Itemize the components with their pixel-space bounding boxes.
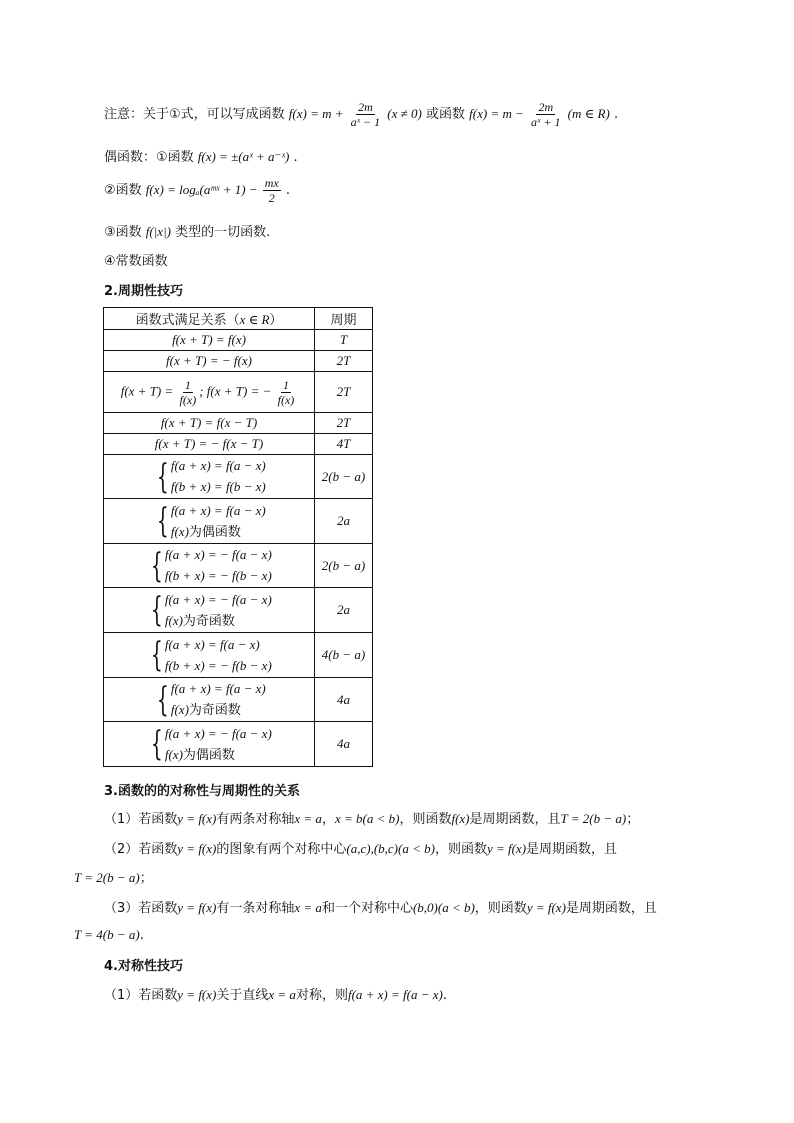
even-3-prefix: ③函数 — [104, 225, 142, 240]
s4p1-formula-1: y = f(x) — [177, 987, 217, 1002]
equation-system — [146, 589, 272, 632]
equation-system — [152, 500, 266, 543]
even-line-2 — [104, 176, 290, 205]
note-mid: 或函数 — [426, 107, 466, 122]
s4p1-formula-3: f(a + x) = f(a − x) — [347, 987, 443, 1002]
note-end: . — [613, 107, 619, 122]
row-condition: f(x + T) = f(x − T) — [104, 413, 315, 434]
s3p1-formula-5: T = 2(b − a) — [560, 811, 627, 826]
even-3-formula: f(|x|) — [145, 224, 171, 239]
s4p1-text-c: 对称，则 — [295, 988, 348, 1003]
s4p1-formula-2: x = a — [268, 987, 296, 1002]
equation-system — [146, 723, 272, 766]
system-line-2-note: 为奇函数 — [182, 613, 235, 629]
table-row — [104, 372, 373, 413]
system-line-2: f(b + x) = f(b − x) — [170, 479, 266, 494]
left-brace: { — [157, 501, 169, 541]
frac-row-part-a: f(x + T) = — [120, 382, 174, 398]
even-1-prefix: 偶函数：①函数 — [104, 150, 194, 165]
s3p3-text-d: ，则函数 — [474, 901, 527, 916]
even-4-text: ④常数函数 — [104, 254, 168, 269]
s3p3-text-c: 和一个对称中心 — [321, 901, 413, 916]
table-row — [104, 544, 373, 588]
system-line-1: f(a + x) = f(a − x) — [164, 636, 260, 652]
table-row — [104, 633, 373, 678]
left-brace: { — [151, 724, 163, 764]
system-line-2-note: 为偶函数 — [182, 747, 235, 763]
row-condition — [104, 633, 315, 678]
table-row — [104, 413, 373, 434]
s3p2-formula-1: y = f(x) — [177, 841, 217, 856]
even-line-4 — [104, 250, 168, 269]
formula-f1-condition: (x ≠ 0) — [387, 106, 422, 121]
row-condition — [104, 588, 315, 633]
system-line-2-note: 为奇函数 — [188, 703, 241, 718]
left-brace: { — [151, 635, 163, 675]
periodicity-table — [103, 307, 373, 767]
row-period: 4(b − a) — [315, 633, 373, 678]
even-2-formula: f(x) = logₐ(aᵐˣ + 1) − — [145, 182, 258, 197]
row-condition — [104, 678, 315, 722]
row-period: T — [315, 330, 373, 351]
s4p1-text-b: 关于直线 — [216, 988, 269, 1003]
note-line — [104, 100, 618, 129]
fraction-1-over-fx — [276, 378, 297, 407]
system-line-1: f(a + x) = f(a − x) — [170, 502, 266, 518]
system-line-1: f(a + x) = f(a − x) — [170, 681, 266, 696]
s3-paragraph-1 — [104, 808, 639, 827]
s3p1-text-c: ， — [321, 812, 335, 827]
fraction-denominator: f(x) — [277, 392, 295, 407]
table-row — [104, 588, 373, 633]
table-row — [104, 351, 373, 372]
section-4-title: 4.对称性技巧 — [104, 959, 183, 974]
fraction-numerator: 2m — [358, 100, 373, 114]
table-header-row — [104, 308, 373, 330]
fraction-denominator: aˣ + 1 — [531, 115, 561, 129]
header-condition-math: x ∈ R — [239, 312, 270, 327]
table-row — [104, 722, 373, 767]
table-header-period — [315, 308, 373, 330]
row-condition: f(x + T) = f(x) — [104, 330, 315, 351]
s3p1-end: ； — [626, 812, 640, 827]
header-condition-end: ） — [269, 313, 283, 328]
s3p1-formula-1: y = f(x) — [177, 811, 217, 826]
equation-system — [152, 455, 266, 498]
system-line-1: f(a + x) = f(a − x) — [170, 458, 266, 473]
s3p3-formula-5: T = 4(b − a) — [74, 927, 140, 942]
s3p2-formula-4: T = 2(b − a) — [74, 870, 140, 885]
s3p3-formula-3: (b,0)(a < b) — [412, 900, 475, 915]
table-row — [104, 678, 373, 722]
formula-f2-condition: (m ∈ R) — [567, 106, 610, 121]
left-brace: { — [157, 679, 169, 720]
s3p1-text-d: ，则函数 — [399, 812, 452, 827]
fraction-f2 — [529, 100, 562, 129]
left-brace: { — [151, 590, 163, 630]
s3p2-text-c: ，则函数 — [434, 842, 487, 857]
system-line-1: f(a + x) = − f(a − x) — [164, 725, 272, 741]
s3-paragraph-3-line-1 — [104, 897, 657, 916]
equation-system — [152, 678, 266, 721]
note-prefix: 注意：关于①式，可以写成函数 — [104, 107, 285, 122]
s3p3-text-e: 是周期函数，且 — [565, 901, 657, 916]
s3-paragraph-2-line-2 — [74, 867, 153, 886]
s3p3-formula-1: y = f(x) — [177, 900, 217, 915]
even-2-end: . — [285, 183, 290, 198]
row-condition — [104, 499, 315, 544]
s3p1-text-e: 是周期函数，且 — [469, 812, 561, 827]
row-period: 2a — [315, 499, 373, 544]
system-line-2: f(x) — [164, 612, 183, 628]
s3p3-text-b: 有一条对称轴 — [216, 901, 295, 916]
table-row — [104, 455, 373, 499]
header-period-label: 周期 — [330, 313, 357, 328]
row-condition — [104, 372, 315, 413]
row-condition — [104, 544, 315, 588]
s3-paragraph-3-line-2 — [74, 927, 144, 943]
fraction-denominator: 2 — [268, 191, 275, 205]
fraction-numerator: mx — [264, 176, 279, 190]
row-condition: f(x + T) = − f(x) — [104, 351, 315, 372]
left-brace: { — [151, 545, 163, 586]
s3p1-formula-3: x = b(a < b) — [334, 811, 400, 826]
section-2-title: 2.周期性技巧 — [104, 284, 183, 299]
equation-system — [146, 634, 272, 677]
fraction-denominator: f(x) — [179, 392, 197, 407]
table-row — [104, 499, 373, 544]
system-line-2-note: 为偶函数 — [188, 524, 241, 540]
left-brace: { — [157, 456, 169, 497]
s4p1-end: . — [442, 988, 447, 1003]
header-condition-label: 函数式满足关系（ — [135, 313, 240, 328]
fraction-1-over-fx — [178, 378, 199, 407]
s3p2-formula-2: (a,c),(b,c)(a < b) — [346, 841, 435, 856]
s3-paragraph-2-line-1 — [104, 838, 617, 857]
formula-f1-left: f(x) = m + — [288, 106, 344, 121]
row-condition — [104, 722, 315, 767]
fraction-numerator: 1 — [282, 377, 289, 392]
frac-row-part-b: ; f(x + T) = − — [199, 382, 272, 398]
formula-f2-left: f(x) = m − — [469, 106, 524, 121]
s4-paragraph-1 — [104, 984, 447, 1003]
row-period: 4a — [315, 722, 373, 767]
row-period: 2T — [315, 372, 373, 413]
table-row — [104, 330, 373, 351]
s3p2-text-a: （2）若函数 — [104, 842, 178, 857]
even-2-prefix: ②函数 — [104, 183, 142, 198]
fraction-numerator: 1 — [184, 377, 191, 392]
s3p1-formula-4: f(x) — [451, 811, 470, 826]
even-line-3 — [104, 221, 270, 240]
row-period: 2T — [315, 413, 373, 434]
even-3-suffix: 类型的一切函数. — [175, 225, 271, 240]
system-line-1: f(a + x) = − f(a − x) — [164, 591, 272, 607]
s3p3-end: . — [139, 928, 144, 943]
even-1-end: . — [293, 150, 298, 165]
row-period: 4a — [315, 678, 373, 722]
s3p3-formula-4: y = f(x) — [526, 900, 566, 915]
table-header-condition — [104, 308, 315, 330]
s3p3-formula-2: x = a — [294, 900, 322, 915]
system-line-1: f(a + x) = − f(a − x) — [164, 547, 272, 562]
row-period: 2T — [315, 351, 373, 372]
table-row — [104, 434, 373, 455]
s3p1-text-b: 有两条对称轴 — [216, 812, 295, 827]
row-period: 2(b − a) — [315, 455, 373, 499]
even-line-1 — [104, 146, 298, 165]
row-period: 2(b − a) — [315, 544, 373, 588]
fraction-mx-2 — [263, 176, 281, 205]
fraction-f1 — [349, 100, 382, 129]
system-line-2: f(x) — [164, 746, 183, 762]
fraction-denominator: aˣ − 1 — [350, 115, 381, 129]
row-period: 4T — [315, 434, 373, 455]
s3p1-formula-2: x = a — [294, 811, 322, 826]
system-line-2: f(x) — [170, 702, 189, 717]
s3p1-text-a: （1）若函数 — [104, 812, 178, 827]
s3p2-end: ； — [139, 871, 153, 886]
system-line-2: f(b + x) = − f(b − x) — [164, 568, 272, 583]
section-3-title: 3.函数的的对称性与周期性的关系 — [104, 784, 300, 799]
equation-system — [146, 544, 272, 587]
s4p1-text-a: （1）若函数 — [104, 988, 178, 1003]
row-condition — [104, 455, 315, 499]
row-condition: f(x + T) = − f(x − T) — [104, 434, 315, 455]
s3p2-formula-3: y = f(x) — [486, 841, 527, 856]
row-period: 2a — [315, 588, 373, 633]
fraction-numerator: 2m — [538, 100, 554, 114]
s3p2-text-d: 是周期函数，且 — [526, 842, 618, 857]
even-1-formula: f(x) = ±(aˣ + a⁻ˣ) — [197, 149, 290, 164]
s3p2-text-b: 的图象有两个对称中心 — [216, 842, 347, 857]
s3p3-text-a: （3）若函数 — [104, 901, 178, 916]
system-line-2: f(b + x) = − f(b − x) — [164, 657, 272, 673]
system-line-2: f(x) — [170, 523, 189, 539]
